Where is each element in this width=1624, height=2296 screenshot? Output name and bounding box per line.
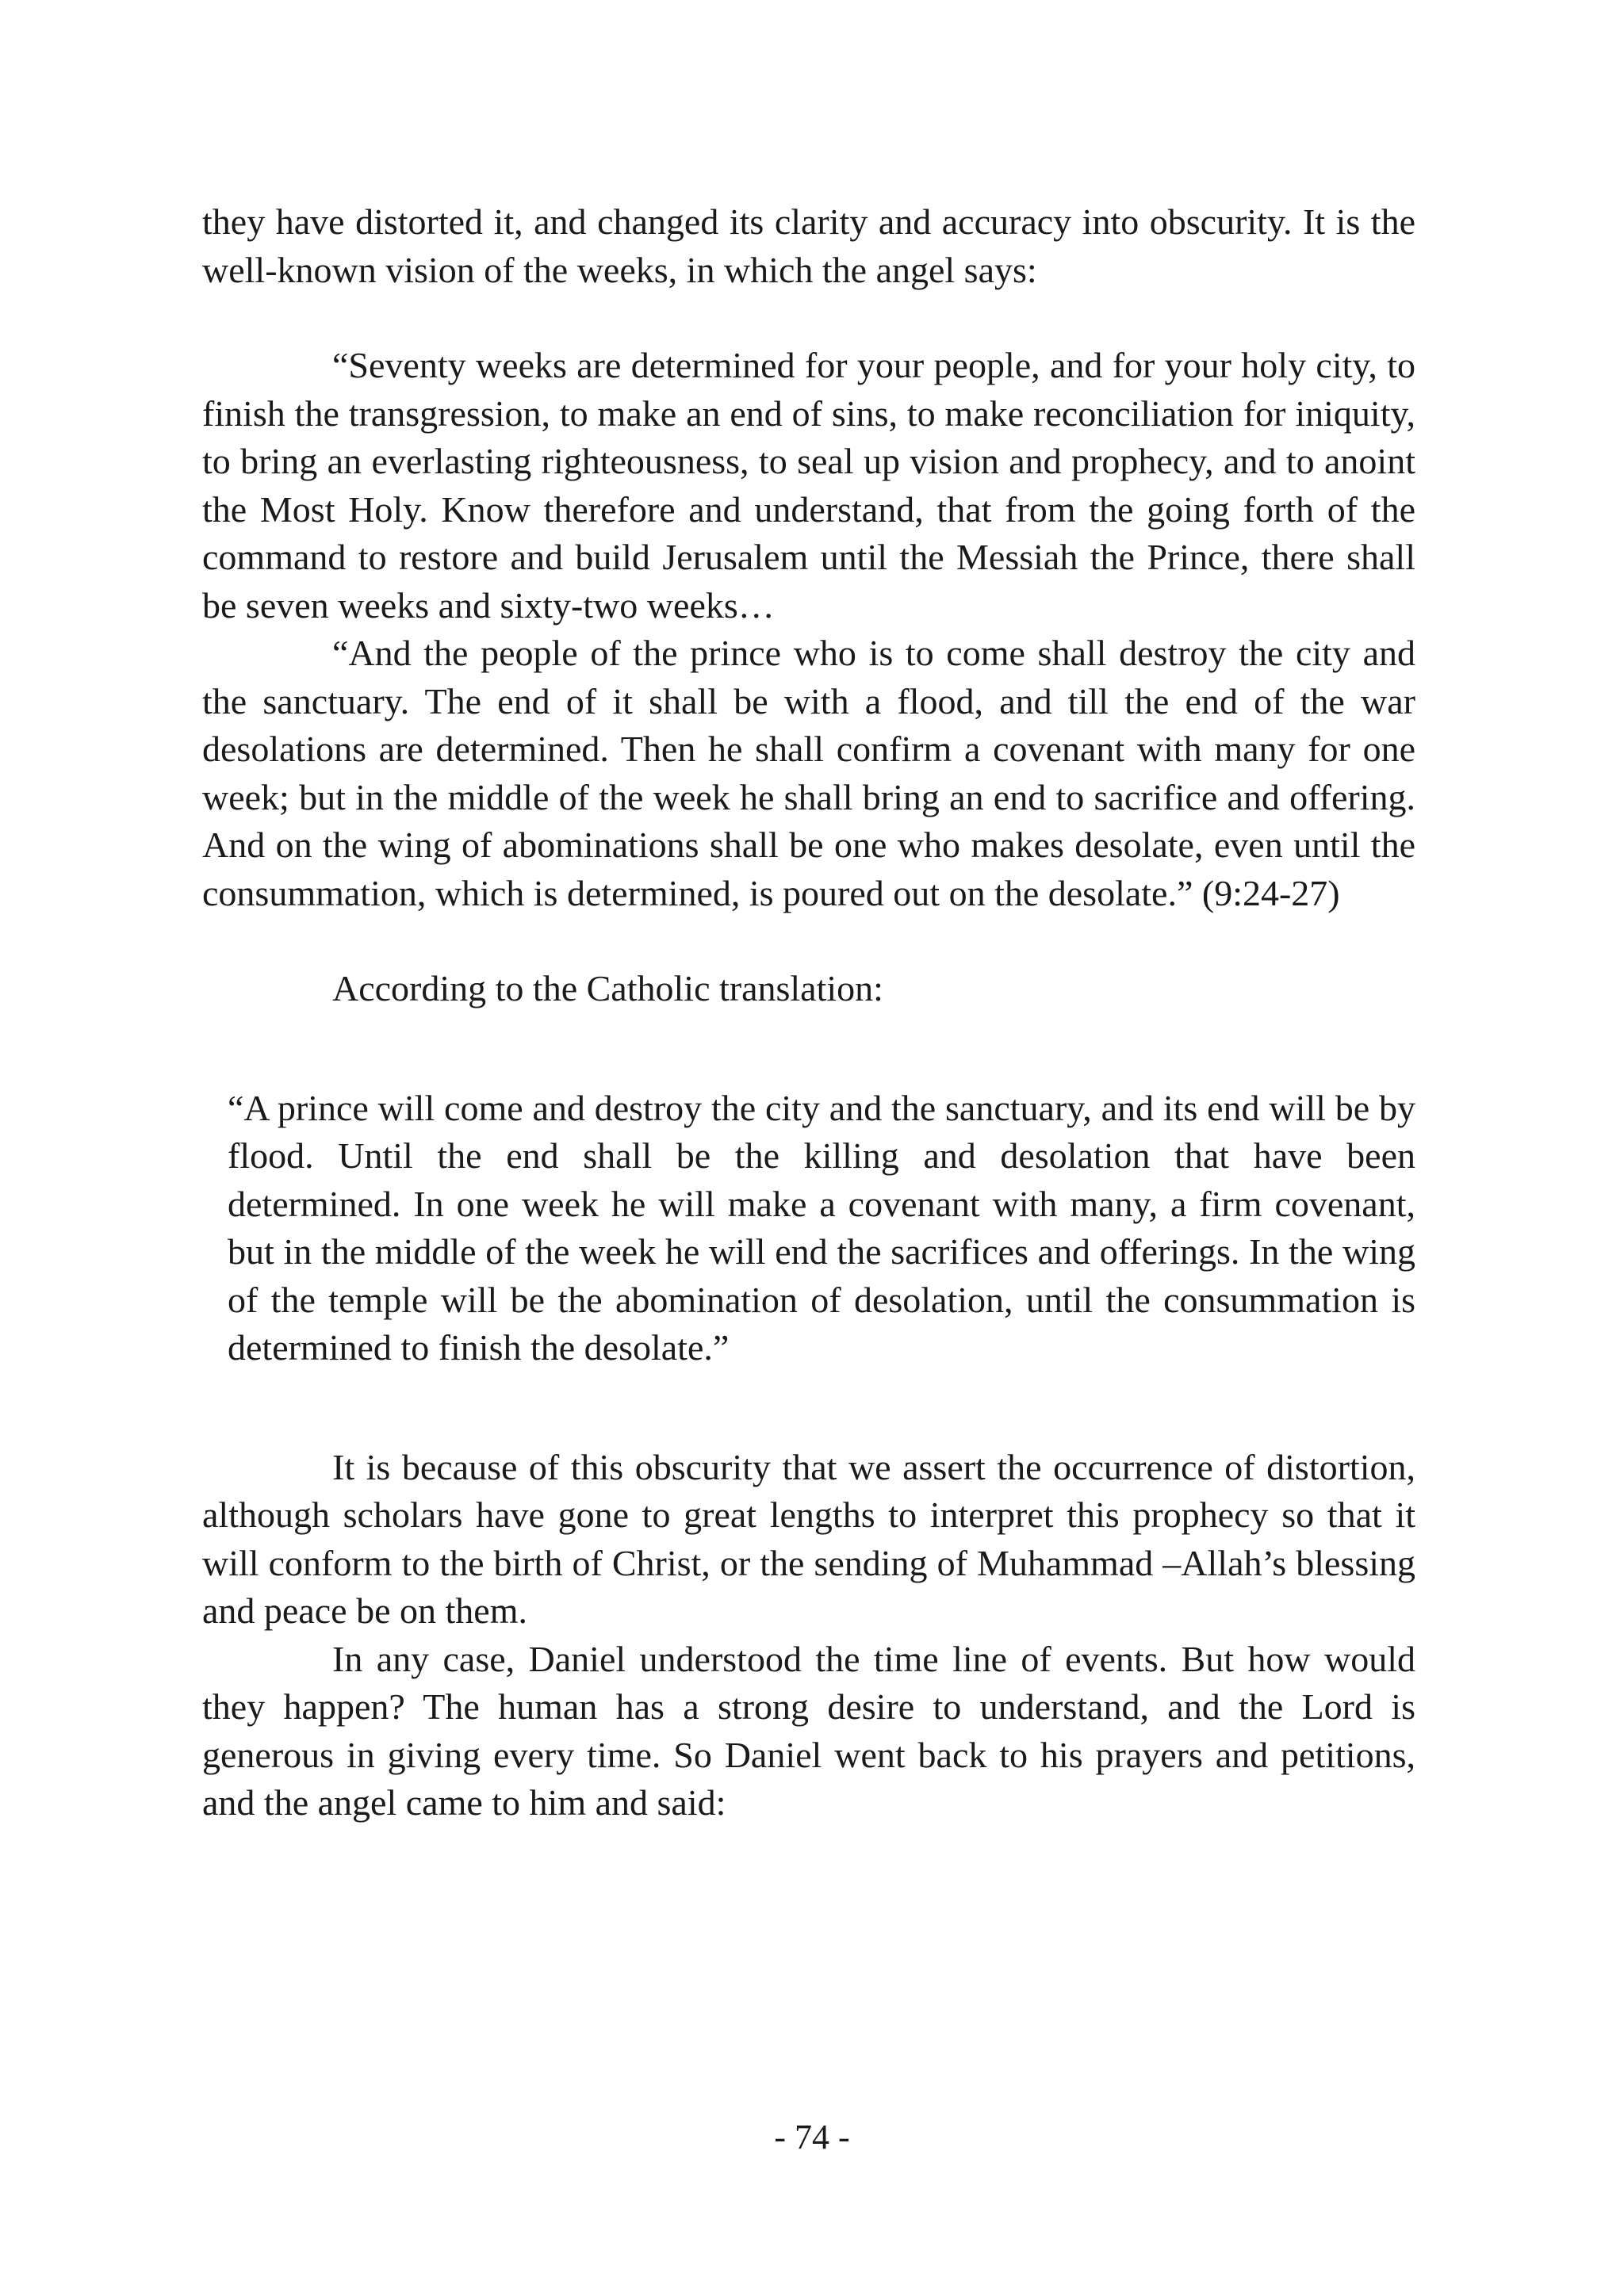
page-body bbox=[202, 198, 1415, 1827]
block-quote-catholic: “A prince will come and destroy the city and the sanctuary, and its end will be by flood. Until the end shall be the killing and desolation that have been determined. In one week he will make a covenant with many, a firm covenant, but in the middle of the week he will end the sacrifices and offerings. In the wing of the temple will be the abomination of desolation, until the consummation is determined to finish the desolate.” bbox=[228, 1087, 1415, 1368]
paragraph-quote-seventy-weeks: “Seventy weeks are determined for your people, and for your holy city, to finish the transgression, to make an end of sins, to make reconciliation for iniquity, to bring an everlasting righteousness, to seal up vision and prophecy, and to anoint the Most Holy. Know therefore and understand, that from the going forth of the command to restore and build Jerusalem until the Messiah the Prince, there shall be seven weeks and sixty-two weeks… bbox=[202, 345, 1415, 626]
paragraph-daniel: In any case, Daniel understood the time line of events. But how would they happen? The human has a strong desire to understand, and the Lord is generous in giving every time. So Daniel went back to his prayers and petitions, and the angel came to him and said: bbox=[202, 1638, 1415, 1823]
paragraph-quote-prince: “And the people of the prince who is to come shall destroy the city and the sanctuary. The end of it shall be with a flood, and till the end of the war desolations are determined. Then he shall confirm a covenant with many for one week; but in the middle of the week he shall bring an end to sacrifice and offering. And on the wing of abominations shall be one who makes desolate, even until the consummation, which is determined, is poured out on the desolate.” (9:24-27) bbox=[202, 633, 1415, 913]
paragraph-obscurity: It is because of this obscurity that we assert the occurrence of distortion, although scholars have gone to great lengths to interpret this prophecy so that it will conform to the birth of Christ, or the sending of Muhammad –Allah’s blessing and peace be on them. bbox=[202, 1446, 1415, 1631]
page-number: - 74 - bbox=[774, 2118, 850, 2156]
paragraph-catholic-intro: According to the Catholic translation: bbox=[332, 968, 883, 1008]
paragraph-intro: they have distorted it, and changed its clarity and accuracy into obscurity. It is the well-known vision of the weeks, in which the angel says: bbox=[202, 201, 1415, 290]
